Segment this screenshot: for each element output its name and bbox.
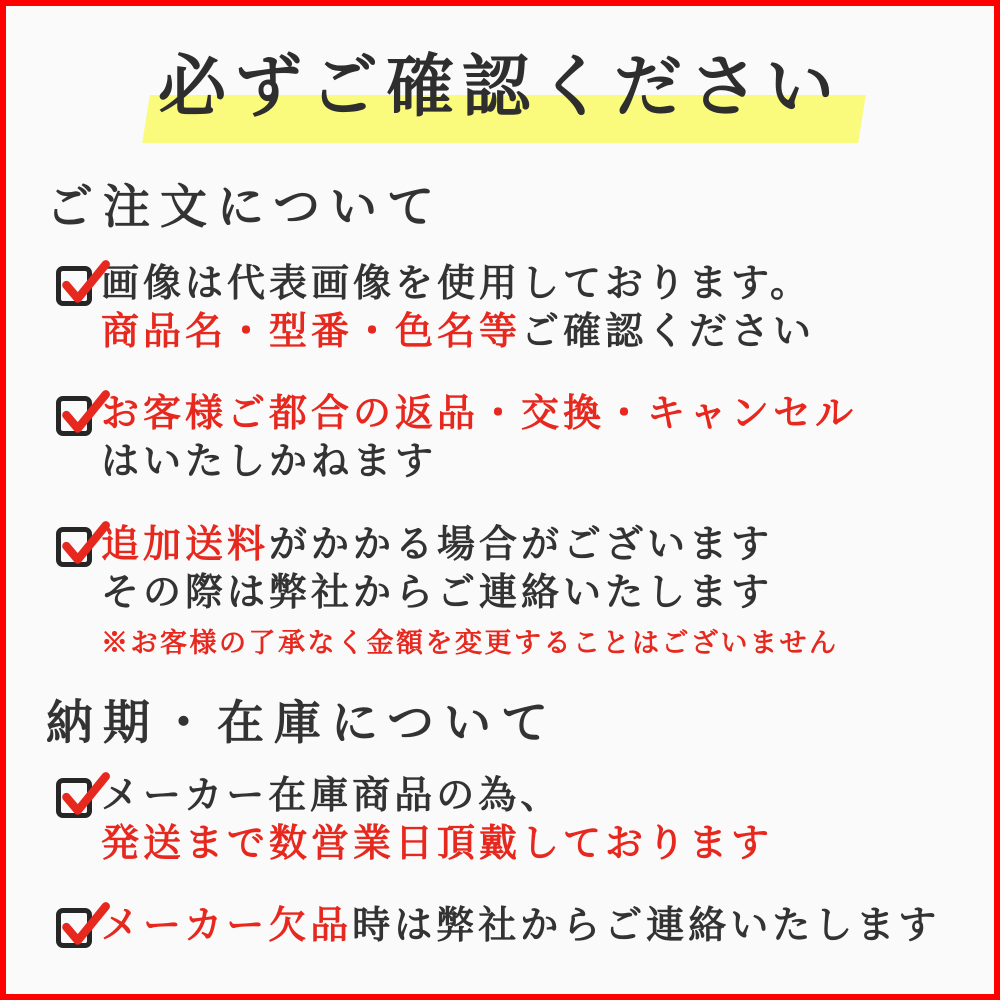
checked-checkbox-icon: [56, 396, 92, 436]
item-line: 追加送料がかかる場合がございます: [101, 523, 774, 566]
list-item: [56, 521, 954, 661]
item-line: メーカー欠品時は弊社からご連絡いたします: [101, 905, 941, 948]
item-text: [101, 260, 815, 357]
checked-checkbox-icon: [56, 527, 92, 567]
item-line: はいたしかねます: [101, 441, 438, 484]
list-item: [56, 902, 954, 950]
item-text: [101, 390, 857, 487]
item-text: [101, 521, 839, 661]
section-heading-stock: 納期・在庫について: [46, 697, 559, 750]
item-text: [101, 772, 773, 869]
item-line: 画像は代表画像を使用しております。: [101, 262, 812, 305]
item-line: 発送まで数営業日頂戴しております: [101, 822, 774, 865]
item-line: 商品名・型番・色名等ご確認ください: [101, 310, 816, 353]
list-item: [56, 390, 954, 487]
item-text: [101, 902, 940, 950]
list-item: [56, 260, 954, 357]
item-line: メーカー在庫商品の為、: [101, 774, 563, 817]
section-heading-orders: ご注文について: [46, 181, 445, 234]
list-item: [56, 772, 954, 869]
page-title: 必ずご確認ください: [157, 49, 842, 125]
checked-checkbox-icon: [56, 266, 92, 306]
checked-checkbox-icon: [56, 778, 92, 818]
checked-checkbox-icon: [56, 908, 92, 948]
item-line: その際は弊社からご連絡いたします: [101, 571, 774, 614]
item-line: お客様ご都合の返品・交換・キャンセル: [101, 393, 858, 436]
notice-content: [6, 179, 994, 951]
note-text: ※お客様の了承なく金額を変更することはございません: [101, 628, 839, 659]
